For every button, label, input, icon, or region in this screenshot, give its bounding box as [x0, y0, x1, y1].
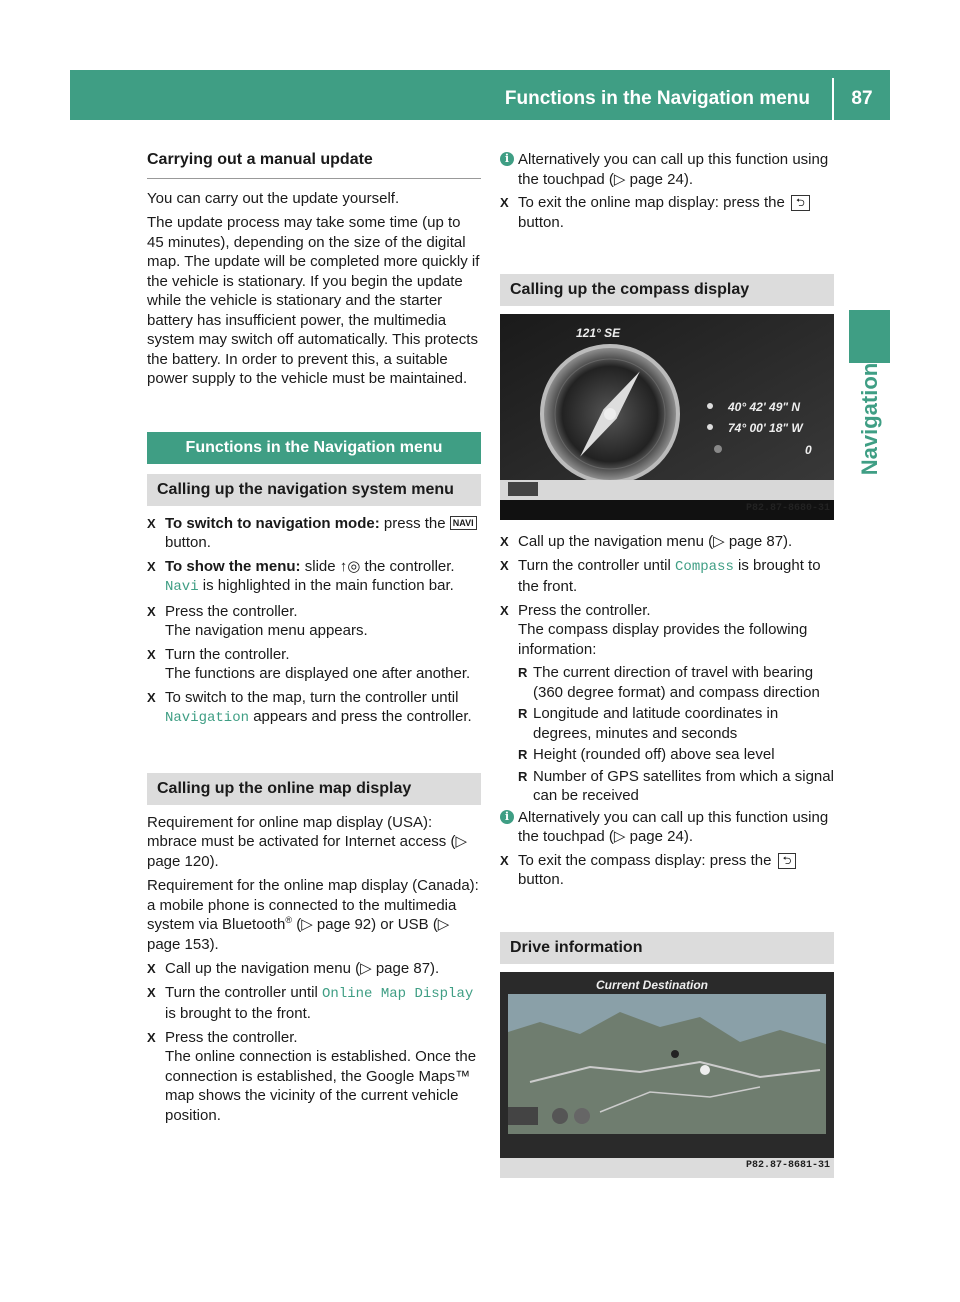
info-note [500, 808, 834, 847]
online-map-p2 [147, 876, 481, 954]
page-number: 87 [851, 88, 873, 109]
para-text: (▷ page 92) or USB (▷ page 153). [147, 916, 450, 953]
step [500, 601, 834, 660]
info-text: Alternatively you can call up this function using the touchpad (▷ page 24). [518, 808, 829, 845]
step-result: The online connection is established. Once the connection is established, the Google Maps™ map shows the vicinity of the current vehicle position. [165, 1048, 477, 1124]
compass-height: 0 [805, 443, 812, 457]
compass-latitude: 40° 42' 49" N [728, 400, 801, 414]
right-column [500, 150, 834, 1178]
step-text: slide [304, 557, 336, 575]
manual-update-p1: You can carry out the update yourself. [147, 189, 400, 207]
step [147, 514, 481, 553]
step-bold: To switch to navigation mode: [165, 514, 380, 532]
step-marker: X [147, 689, 156, 705]
info-note [500, 150, 834, 189]
bullet-text: Height (rounded off) above sea level [533, 746, 775, 763]
step-marker: X [500, 534, 509, 549]
keyword-navi: Navi [165, 579, 199, 595]
bullet-marker: R [518, 665, 528, 680]
calling-nav-heading: Calling up the navigation system menu [147, 474, 481, 506]
step-text: is highlighted in the main function bar. [202, 577, 454, 594]
step-marker: X [147, 1029, 156, 1045]
drive-info-heading: Drive information [500, 932, 834, 964]
info-text: Alternatively you can call up this function using the touchpad (▷ page 24). [518, 151, 829, 188]
step [147, 959, 481, 979]
keyword-navigation: Navigation [165, 710, 250, 726]
step [500, 193, 834, 232]
step-text: To exit the online map display: press the [518, 194, 785, 211]
step [147, 557, 481, 598]
step-text: Call up the navigation menu (▷ page 87). [518, 533, 793, 550]
bullet-text: Longitude and latitude coordinates in degrees, minutes and seconds [533, 705, 779, 742]
keyword-online-map-display: Online Map Display [322, 985, 474, 1002]
step-text: Turn the controller. [165, 645, 290, 663]
drive-info-screenshot [500, 972, 834, 1178]
left-column [147, 150, 481, 1129]
bullet-text: Number of GPS satellites from which a signal can be received [533, 767, 834, 804]
step-marker: X [147, 984, 156, 1000]
step-result: The functions are displayed one after another. [165, 665, 471, 682]
step-marker: X [147, 603, 156, 619]
para-text: Requirement for the online map display (Canada): a mobile phone is connected to the multimedia system via Bluetooth [147, 877, 479, 933]
step-marker: X [147, 646, 156, 662]
step [147, 602, 481, 641]
step [500, 532, 834, 552]
step-bold: To show the menu: [165, 557, 301, 575]
info-icon: i [500, 810, 514, 824]
keyword-compass: Compass [675, 558, 734, 575]
online-map-heading: Calling up the online map display [147, 773, 481, 805]
step-text: button. [518, 213, 564, 231]
step-marker: X [500, 557, 509, 573]
compass-longitude: 74° 00' 18" W [728, 421, 803, 435]
step-text: Turn the controller until [518, 556, 671, 574]
step-text: is brought to the front. [518, 556, 821, 595]
bullet-item [500, 767, 834, 806]
step-marker: X [500, 852, 509, 868]
step-text: Press the controller. [165, 1028, 298, 1046]
step-result: The navigation menu appears. [165, 622, 368, 639]
step-text: is brought to the front. [165, 1005, 311, 1022]
compass-heading: Calling up the compass display [500, 274, 834, 306]
back-button-icon: ⮌ [778, 853, 797, 869]
bullet-marker: R [518, 706, 528, 721]
step-text: Press the controller. [518, 601, 651, 619]
back-button-icon: ⮌ [791, 195, 810, 211]
bullet-item [500, 704, 834, 743]
step-marker: X [147, 515, 156, 531]
header-title: Functions in the Navigation menu [504, 88, 810, 109]
step [500, 851, 834, 890]
step-text: appears and press the controller. [253, 708, 472, 725]
step-marker: X [147, 961, 156, 976]
step-marker: X [147, 558, 156, 574]
step-text: button. [518, 871, 564, 888]
step-text: the controller. [364, 557, 455, 575]
bullet-item [500, 745, 834, 765]
map-graphic [500, 972, 834, 1178]
manual-update-heading: Carrying out a manual update [147, 150, 481, 179]
registered-mark: ® [285, 915, 293, 925]
info-icon: i [500, 152, 514, 166]
bullet-item [500, 663, 834, 702]
page-header [70, 70, 890, 120]
step-text: Call up the navigation menu (▷ page 87). [165, 960, 440, 977]
step-marker: X [500, 195, 509, 210]
bullet-marker: R [518, 768, 528, 784]
manual-update-p2: The update process may take some time (up to 45 minutes), depending on the size of the digital map. The update will be completed more quickly if the vehicle is stationary. If you begin the update while the vehicle is stationary and the starter battery has insufficient power, the multimedia system may switch off automatically. This protects the battery. In order to prevent this, a suitable power supply to the vehicle must be maintained. [147, 214, 480, 387]
step [147, 1028, 481, 1126]
step-text: Turn the controller until [165, 983, 318, 1001]
online-map-p1: Requirement for online map display (USA): mbrace must be activated for Internet access (▷ page 120). [147, 813, 468, 870]
step [500, 556, 834, 597]
compass-screenshot [500, 314, 834, 520]
step-text: button. [165, 534, 211, 551]
step-text: To switch to the map, turn the controller until [165, 688, 459, 706]
compass-bearing: 121° SE [576, 326, 621, 340]
step-result: The compass display provides the following information: [518, 621, 808, 658]
step-text: press the [383, 514, 446, 532]
section-title: Functions in the Navigation menu [147, 432, 481, 464]
navi-button-icon: NAVI [450, 516, 477, 530]
photo-id: P82.87-8681-31 [745, 1160, 830, 1171]
bullet-marker: R [518, 747, 528, 762]
step [147, 983, 481, 1024]
step-text: Press the controller. [165, 602, 298, 620]
step [147, 688, 481, 729]
step-marker: X [500, 602, 509, 618]
step-text: To exit the compass display: press the [518, 851, 772, 869]
bullet-text: The current direction of travel with bearing (360 degree format) and compass direction [533, 664, 820, 701]
photo-id: P82.87-8680-31 [745, 502, 830, 514]
map-title: Current Destination [596, 977, 709, 992]
controller-slide-icon: ↑◎ [339, 557, 361, 575]
side-label: Navigation [857, 362, 882, 476]
step [147, 645, 481, 684]
